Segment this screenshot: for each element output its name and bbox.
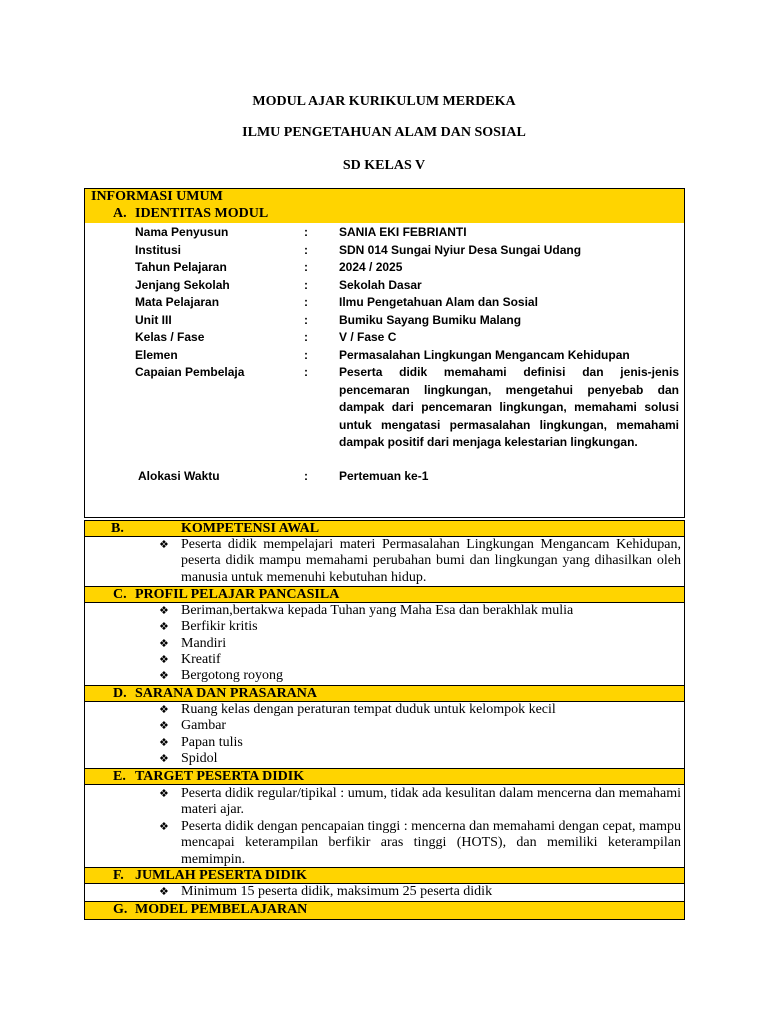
info-label: Alokasi Waktu [138,469,220,483]
info-label: Kelas / Fase [135,330,205,344]
bullet-icon: ❖ [159,885,169,898]
info-value: Peserta didik memahami definisi dan jenis-jenis pencemaran lingkungan, mengetahui penyebab dan dampak dari pencemaran lingkungan, memahami solusi untuk mengatasi permasalahan lingkungan, memahami dampak positif dari menjaga kelestarian lingkungan. [339,365,679,449]
informasi-umum-header: INFORMASI UMUM [85,189,684,206]
section-g-header: G. MODEL PEMBELAJARAN [84,901,685,920]
bullet-icon: ❖ [159,620,169,634]
info-value: SANIA EKI FEBRIANTI [339,225,467,239]
bullet-icon: ❖ [159,636,169,650]
bullet-icon: ❖ [159,820,169,833]
bullet-icon: ❖ [159,669,169,683]
bullet-icon: ❖ [159,787,169,800]
info-label: Unit III [135,312,172,327]
subject-title: ILMU PENGETAHUAN ALAM DAN SOSIAL [242,125,526,140]
bullet-icon: ❖ [159,652,169,666]
info-value: SDN 014 Sungai Nyiur Desa Sungai Udang [339,242,582,257]
informasi-umum-box: INFORMASI UMUM A. IDENTITAS MODUL Nama Penyusun : SANIA EKI FEBRIANTI Institusi : SDN 014 Sungai Nyiur Desa Sungai Udang Tahun Pelajaran : 2024 / 2025 Jenjang Sekolah : Sekolah Dasar Mata Pelajaran : Ilmu Pengetahuan Alam dan Sosial Unit III : Bumiku Sayang Bumiku Malang Kelas / Fase : V / Fase C Elemen : Permasalahan Lingkungan Mengancam Kehidupan Capaian Pembelaja : Peserta didik memahami definisi dan jenis-jenis pencemaran lingkungan, mengetahui penyebab dan dampak dari pencemaran lingkungan, memahami solusi untuk mengatasi permasalahan lingkungan, memahami dampak positif dari menjaga kelestarian lingkungan. Alokasi Waktu : Pertemuan ke-1 [84,188,685,518]
section-b-header: B. KOMPETENSI AWAL [84,520,685,537]
bullet-icon: ❖ [159,538,169,551]
section-f-header: F. JUMLAH PESERTA DIDIK [84,867,685,884]
info-value: Pertemuan ke-1 [339,469,429,483]
section-e-header: E. TARGET PESERTA DIDIK [84,768,685,785]
info-label: Tahun Pelajaran [135,260,227,274]
bullet-icon: ❖ [159,751,169,765]
section-title: IDENTITAS MODUL [135,206,269,221]
info-label: Elemen [135,347,178,362]
section-d-body: ❖ Ruang kelas dengan peraturan tempat duduk untuk kelompok kecil ❖ Gambar ❖ Papan tulis ❖ Spidol [84,702,685,769]
document-title: MODUL AJAR KURIKULUM MERDEKA [252,94,516,109]
info-value: Sekolah Dasar [339,277,422,292]
bullet-icon: ❖ [159,735,169,749]
section-d-header: D. SARANA DAN PRASARANA [84,685,685,702]
info-label: Capaian Pembelaja [135,365,245,379]
info-value: Permasalahan Lingkungan Mengancam Kehidupan [339,347,630,362]
info-label: Mata Pelajaran [135,295,220,309]
section-c-header: C. PROFIL PELAJAR PANCASILA [84,586,685,603]
section-e-body: ❖ Peserta didik regular/tipikal : umum, tidak ada kesulitan dalam mencerna dan memahami materi ajar. ❖ Peserta didik dengan pencapaian tinggi : mencerna dan memahami dengan cepat, mampu mencapai keterampilan berfikir aras tinggi (HOTS), dan memiliki keterampilan memimpin. [84,785,685,868]
info-value: Bumiku Sayang Bumiku Malang [339,312,522,327]
info-value: V / Fase C [339,330,397,344]
class-title: SD KELAS V [342,158,426,173]
bullet-icon: ❖ [159,719,169,733]
identitas-modul-header [85,206,684,223]
info-label: Jenjang Sekolah [135,277,230,292]
section-c-body: ❖ Beriman,bertakwa kepada Tuhan yang Maha Esa dan berakhlak mulia ❖ Berfikir kritis ❖ Mandiri ❖ Kreatif ❖ Bergotong royong [84,603,685,686]
bullet-icon: ❖ [159,604,169,617]
info-value: 2024 / 2025 [339,260,403,274]
bullet-icon: ❖ [159,703,169,716]
info-label: Institusi [135,242,182,257]
info-label: Nama Penyusun [135,225,229,239]
info-value: Ilmu Pengetahuan Alam dan Sosial [339,295,538,309]
section-f-body: ❖ Minimum 15 peserta didik, maksimum 25 peserta didik [84,884,685,902]
section-letter: A. [113,206,127,221]
section-b-body: ❖ Peserta didik mempelajari materi Permasalahan Lingkungan Mengancam Kehidupan, peserta didik mampu memahami perubahan bumi dan lingkungan yang dihasilkan oleh manusia untuk memenuhi kebutuhan hidup. [84,537,685,587]
